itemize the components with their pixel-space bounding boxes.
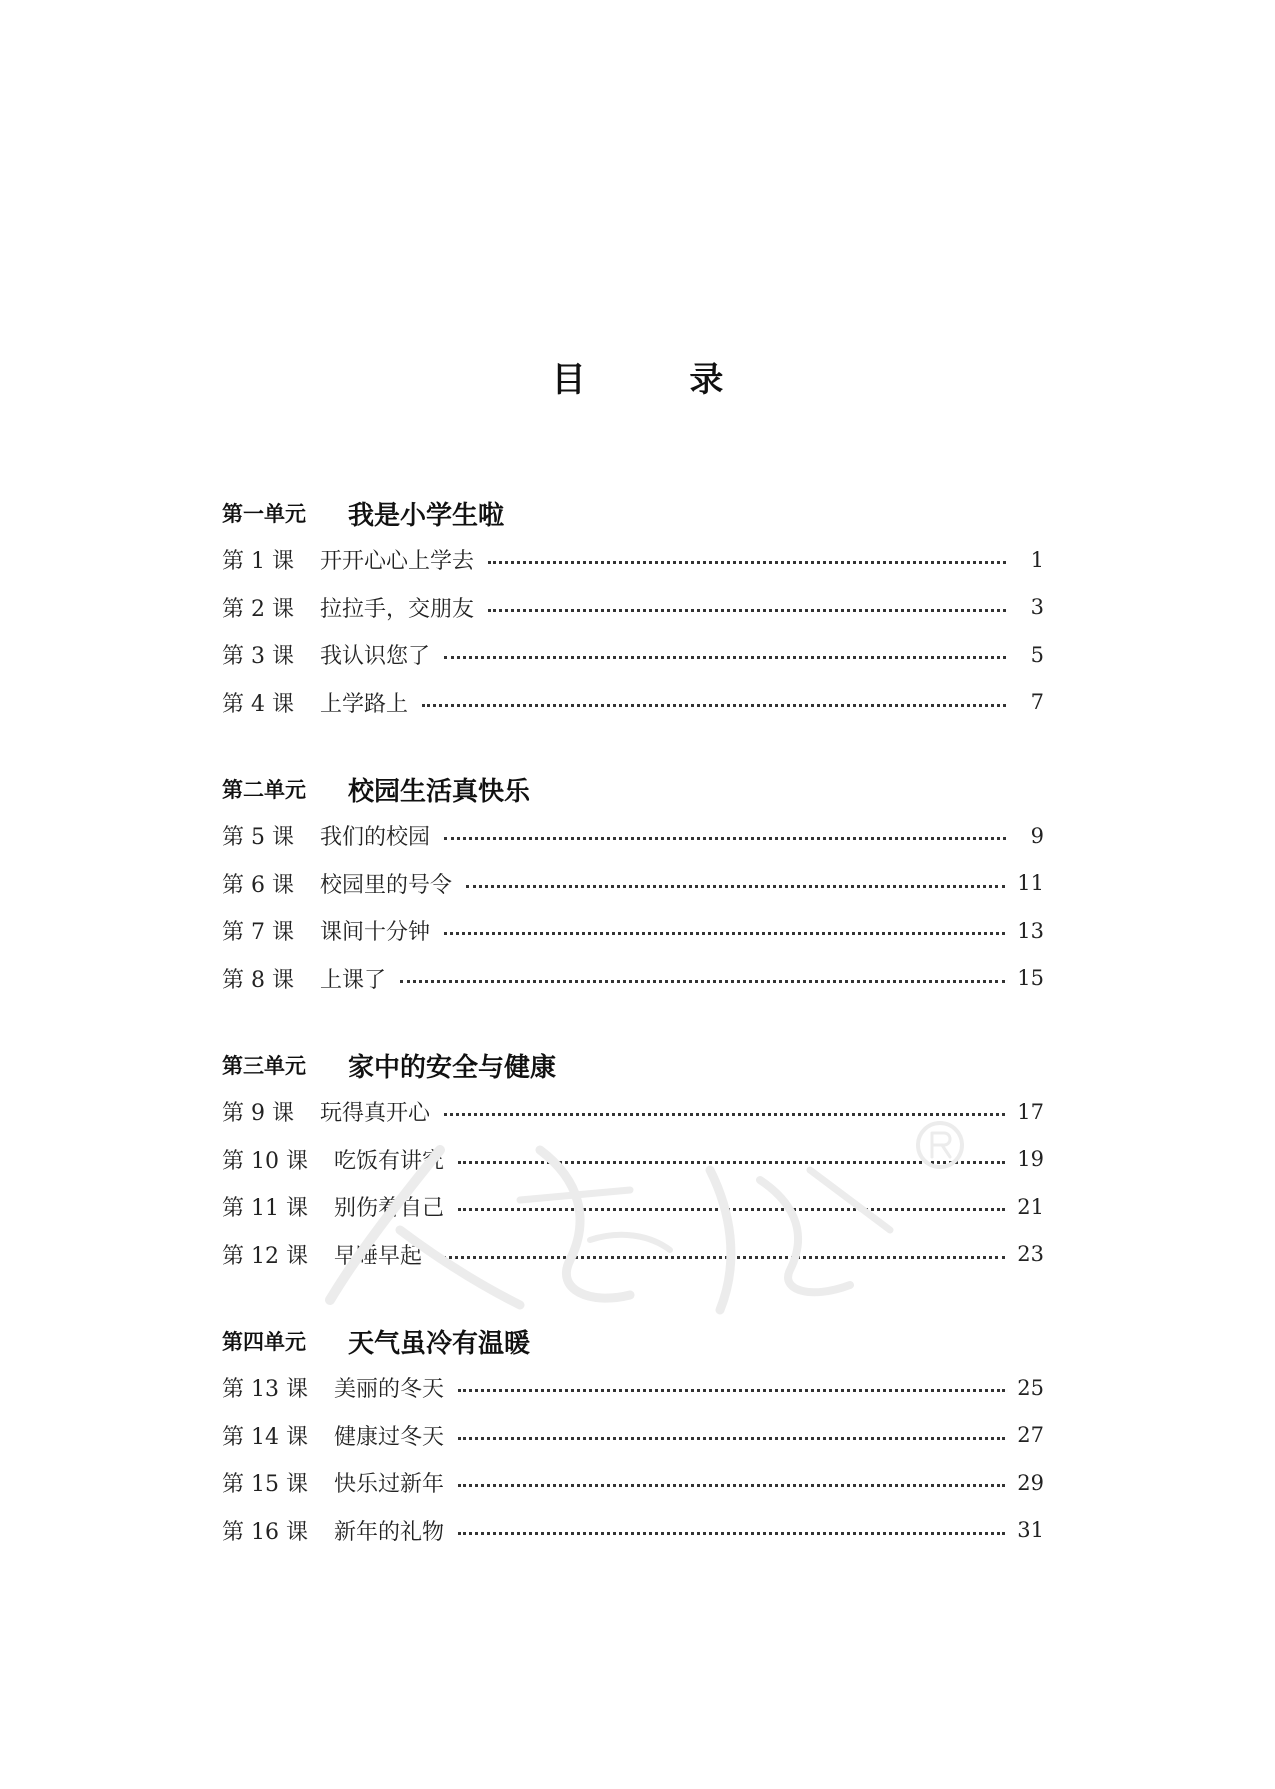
lesson-title: 我认识您了 xyxy=(319,644,430,670)
unit-label: 第二单元 xyxy=(222,778,306,802)
unit-title: 家中的安全与健康 xyxy=(348,1052,557,1083)
lesson-number: 第 7 课 xyxy=(222,920,294,946)
lesson-title: 拉拉手，交朋友 xyxy=(319,596,474,622)
dot-leader xyxy=(488,561,1006,564)
lesson-title: 早睡早起 xyxy=(333,1243,422,1269)
lesson-title: 快乐过新年 xyxy=(333,1472,444,1498)
lesson-title: 课间十分钟 xyxy=(319,920,430,946)
unit-3 xyxy=(222,1042,1044,1278)
unit-label: 第三单元 xyxy=(222,1054,306,1078)
lesson-title: 健康过冬天 xyxy=(333,1424,444,1450)
unit-header xyxy=(222,1042,1044,1088)
page-number: 19 xyxy=(1017,1147,1044,1172)
toc-entry[interactable] xyxy=(222,584,1044,632)
dot-leader xyxy=(458,1389,1005,1392)
lesson-title: 别伤着自己 xyxy=(333,1196,444,1222)
toc-entry[interactable] xyxy=(222,1088,1044,1136)
unit-title: 我是小学生啦 xyxy=(348,500,505,531)
lesson-number: 第 16 课 xyxy=(222,1519,308,1545)
dot-leader xyxy=(466,885,1005,888)
lesson-number: 第 6 课 xyxy=(222,872,294,898)
dot-leader xyxy=(458,1208,1005,1211)
dot-leader xyxy=(458,1161,1005,1164)
lesson-title: 上学路上 xyxy=(319,691,408,717)
unit-label: 第一单元 xyxy=(222,502,306,526)
lesson-number: 第 15 课 xyxy=(222,1472,308,1498)
page-number: 3 xyxy=(1030,595,1044,620)
page-number: 23 xyxy=(1017,1242,1044,1267)
page-title: 目 录 xyxy=(551,360,770,400)
toc-entry[interactable] xyxy=(222,1412,1044,1460)
page-number: 11 xyxy=(1017,871,1044,896)
toc-entry[interactable] xyxy=(222,536,1044,584)
lesson-number: 第 4 课 xyxy=(222,691,294,717)
unit-header xyxy=(222,1318,1044,1364)
dot-leader xyxy=(444,837,1006,840)
lesson-number: 第 2 课 xyxy=(222,596,294,622)
lesson-number: 第 8 课 xyxy=(222,967,294,993)
lesson-title: 上课了 xyxy=(319,967,386,993)
lesson-number: 第 3 课 xyxy=(222,644,294,670)
toc-entry[interactable] xyxy=(222,679,1044,727)
toc-entry[interactable] xyxy=(222,955,1044,1003)
unit-header xyxy=(222,490,1044,536)
lesson-title: 新年的礼物 xyxy=(333,1519,444,1545)
lesson-number: 第 5 课 xyxy=(222,825,294,851)
page-number: 27 xyxy=(1017,1423,1044,1448)
dot-leader xyxy=(444,656,1006,659)
dot-leader xyxy=(458,1532,1005,1535)
dot-leader xyxy=(488,609,1006,612)
lesson-number: 第 9 课 xyxy=(222,1101,294,1127)
dot-leader xyxy=(436,1256,1005,1259)
page-number: 1 xyxy=(1030,547,1044,572)
page-number: 15 xyxy=(1017,966,1044,991)
table-of-contents xyxy=(222,490,1044,1594)
toc-entry[interactable] xyxy=(222,1231,1044,1279)
page-number: 7 xyxy=(1030,690,1044,715)
unit-header xyxy=(222,766,1044,812)
toc-entry[interactable] xyxy=(222,812,1044,860)
lesson-title: 我们的校园 xyxy=(319,825,430,851)
page-number: 21 xyxy=(1017,1194,1044,1219)
toc-entry[interactable] xyxy=(222,860,1044,908)
lesson-title: 校园里的号令 xyxy=(319,872,452,898)
dot-leader xyxy=(422,704,1006,707)
page-number: 13 xyxy=(1017,918,1044,943)
unit-2 xyxy=(222,766,1044,1002)
lesson-number: 第 11 课 xyxy=(222,1196,308,1222)
lesson-title: 开开心心上学去 xyxy=(319,549,474,575)
lesson-number: 第 14 课 xyxy=(222,1424,308,1450)
unit-4 xyxy=(222,1318,1044,1554)
page-number: 5 xyxy=(1030,642,1044,667)
dot-leader xyxy=(458,1484,1005,1487)
toc-entry[interactable] xyxy=(222,1364,1044,1412)
unit-title: 天气虽冷有温暖 xyxy=(348,1328,531,1359)
dot-leader xyxy=(400,980,1005,983)
toc-entry[interactable] xyxy=(222,631,1044,679)
toc-entry[interactable] xyxy=(222,907,1044,955)
dot-leader xyxy=(458,1437,1005,1440)
toc-entry[interactable] xyxy=(222,1459,1044,1507)
page-number: 25 xyxy=(1017,1375,1044,1400)
lesson-title: 玩得真开心 xyxy=(319,1101,430,1127)
dot-leader xyxy=(444,932,1005,935)
unit-1 xyxy=(222,490,1044,726)
page-number: 29 xyxy=(1017,1470,1044,1495)
toc-entry[interactable] xyxy=(222,1183,1044,1231)
toc-entry[interactable] xyxy=(222,1507,1044,1555)
page-number: 31 xyxy=(1017,1518,1044,1543)
lesson-number: 第 10 课 xyxy=(222,1148,308,1174)
unit-label: 第四单元 xyxy=(222,1330,306,1354)
page-number: 17 xyxy=(1017,1099,1044,1124)
lesson-number: 第 12 课 xyxy=(222,1243,308,1269)
lesson-title: 吃饭有讲究 xyxy=(333,1148,444,1174)
dot-leader xyxy=(444,1113,1005,1116)
toc-entry[interactable] xyxy=(222,1136,1044,1184)
lesson-title: 美丽的冬天 xyxy=(333,1377,444,1403)
unit-title: 校园生活真快乐 xyxy=(348,776,531,807)
lesson-number: 第 1 课 xyxy=(222,549,294,575)
page-number: 9 xyxy=(1030,823,1044,848)
lesson-number: 第 13 课 xyxy=(222,1377,308,1403)
